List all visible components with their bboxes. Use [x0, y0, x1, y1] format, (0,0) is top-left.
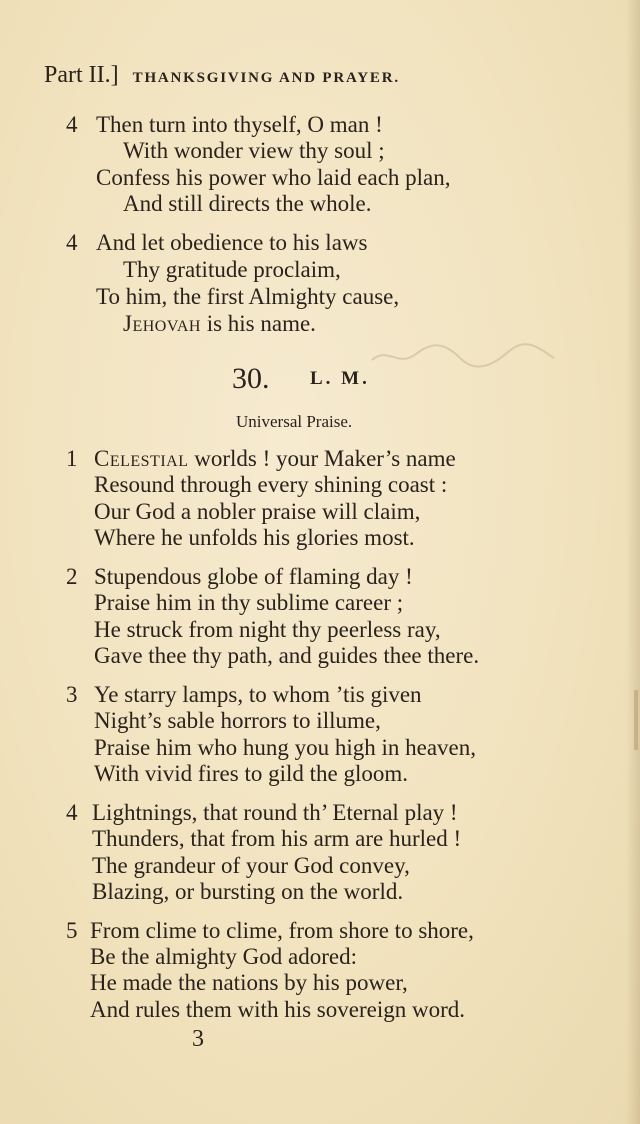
verse-line: With wonder view thy soul ; [123, 138, 385, 163]
first-word: Celestial [94, 446, 189, 471]
verse-line: Resound through every shining coast : [94, 472, 448, 497]
verse-line: To him, the first Almighty cause, [96, 284, 400, 309]
verse-line: Lightnings, that round th’ Eternal play ! [92, 800, 458, 825]
stanza-number: 1 [66, 446, 78, 471]
hymn-subtitle: Universal Praise. [236, 412, 353, 431]
stanza-number: 5 [66, 918, 78, 943]
page-edge-shadow [626, 0, 640, 1124]
verse-line: And still directs the whole. [123, 191, 372, 216]
stanza-number: 4 [66, 230, 78, 255]
verse-line: The grandeur of your God convey, [92, 853, 410, 878]
verse-line: Praise him in thy sublime career ; [94, 590, 404, 615]
verse-line: Where he unfolds his glories most. [94, 525, 415, 550]
page-edge-stain [634, 690, 638, 750]
verse-line: Be the almighty God adored: [90, 944, 357, 969]
verse-line: Blazing, or bursting on the world. [92, 879, 404, 904]
verse-line: Thy gratitude proclaim, [123, 257, 341, 282]
verse-line-rest: is his name. [206, 311, 316, 336]
page-header [44, 62, 400, 89]
verse-line: He struck from night thy peerless ray, [94, 617, 441, 642]
verse-line-rest: worlds ! your Maker’s name [194, 446, 456, 471]
faint-pencil-mark [368, 338, 558, 372]
verse-line: Gave thee thy path, and guides thee there. [94, 643, 480, 668]
hymn-number: 30. [232, 362, 270, 395]
verse-line: Ye starry lamps, to whom ’tis given [94, 682, 422, 707]
verse-line: Night’s sable horrors to illume, [94, 708, 381, 733]
verse-line: Confess his power who laid each plan, [96, 165, 451, 190]
verse-line: And let obedience to his laws [96, 230, 368, 255]
verse-line: Thunders, that from his arm are hurled ! [92, 826, 462, 851]
stanza-number: 4 [66, 800, 78, 825]
hymn-meter: L. M. [310, 368, 370, 389]
verse-line: With vivid fires to gild the gloom. [94, 761, 409, 786]
verse-line: Our God a nobler praise will claim, [94, 499, 421, 524]
divine-name: Jehovah [123, 311, 201, 336]
signature-mark: 3 [192, 1026, 204, 1052]
stanza-number: 3 [66, 682, 78, 707]
verse-line-first [94, 446, 456, 472]
stanza-number: 2 [66, 564, 78, 589]
verse-line: Praise him who hung you high in heaven, [94, 735, 477, 760]
running-title: THANKSGIVING AND PRAYER. [132, 70, 400, 86]
verse-line: And rules them with his sovereign word. [90, 997, 465, 1022]
verse-line: From clime to clime, from shore to shore, [90, 918, 474, 943]
stanza-number: 4 [66, 112, 78, 137]
verse-line-jehovah [123, 311, 316, 337]
verse-line: He made the nations by his power, [90, 970, 408, 995]
part-label: Part II.] [44, 62, 119, 88]
verse-line: Stupendous globe of flaming day ! [94, 564, 413, 589]
verse-line: Then turn into thyself, O man ! [96, 112, 383, 137]
